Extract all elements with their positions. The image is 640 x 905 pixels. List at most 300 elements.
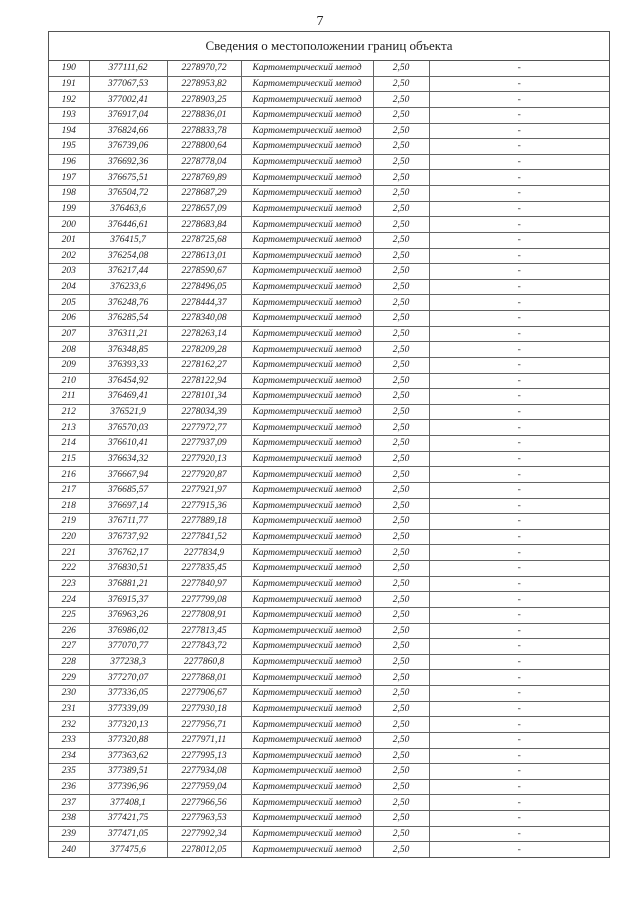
x-coordinate: 376986,02 <box>89 623 167 639</box>
accuracy: 2,50 <box>373 795 429 811</box>
description: - <box>429 279 609 295</box>
description: - <box>429 186 609 202</box>
table-row <box>49 529 609 545</box>
description: - <box>429 639 609 655</box>
accuracy: 2,50 <box>373 607 429 623</box>
x-coordinate: 377389,51 <box>89 764 167 780</box>
accuracy: 2,50 <box>373 639 429 655</box>
y-coordinate: 2277921,97 <box>167 482 241 498</box>
description: - <box>517 844 521 855</box>
accuracy: 2,50 <box>373 826 429 842</box>
point-number: 223 <box>49 576 89 592</box>
y-coordinate: 2278613,01 <box>167 248 241 264</box>
description: - <box>429 76 609 92</box>
y-coordinate: 2277813,45 <box>167 623 241 639</box>
table-row <box>49 779 609 795</box>
x-coordinate: 376393,33 <box>89 357 167 373</box>
method: Картометрический метод <box>241 717 373 733</box>
accuracy: 2,50 <box>373 404 429 420</box>
point-number: 226 <box>49 623 89 639</box>
page-number: 7 <box>316 14 324 29</box>
accuracy: 2,50 <box>373 326 429 342</box>
method: Картометрический метод <box>241 420 373 436</box>
method: Картометрический метод <box>241 404 373 420</box>
point-number: 227 <box>49 639 89 655</box>
point-number: 240 <box>49 842 89 857</box>
description: - <box>429 451 609 467</box>
x-coordinate: 376824,66 <box>89 123 167 139</box>
x-coordinate: 376711,77 <box>89 514 167 530</box>
y-coordinate: 2277843,72 <box>167 639 241 655</box>
table-row <box>49 232 609 248</box>
y-coordinate: 2278657,09 <box>167 201 241 217</box>
method: Картометрический метод <box>241 764 373 780</box>
x-coordinate: 376881,21 <box>89 576 167 592</box>
point-number: 224 <box>49 592 89 608</box>
table-row <box>49 279 609 295</box>
table-row <box>49 561 609 577</box>
point-number: 222 <box>49 561 89 577</box>
description: - <box>429 701 609 717</box>
point-number: 220 <box>49 529 89 545</box>
y-coordinate: 2277971,11 <box>167 732 241 748</box>
description: - <box>429 561 609 577</box>
y-coordinate: 2278444,37 <box>167 295 241 311</box>
accuracy: 2,50 <box>373 842 429 857</box>
accuracy: 2,50 <box>373 232 429 248</box>
x-coordinate: 376917,04 <box>89 107 167 123</box>
y-coordinate: 2277841,52 <box>167 529 241 545</box>
table-row <box>49 107 609 123</box>
x-coordinate: 376915,37 <box>89 592 167 608</box>
description: - <box>429 311 609 327</box>
table-row <box>49 670 609 686</box>
table-body <box>49 61 609 857</box>
description: - <box>429 498 609 514</box>
method: Картометрический метод <box>241 842 373 857</box>
accuracy: 2,50 <box>373 107 429 123</box>
x-coordinate: 377067,53 <box>89 76 167 92</box>
method: Картометрический метод <box>241 623 373 639</box>
accuracy: 2,50 <box>373 576 429 592</box>
method: Картометрический метод <box>241 154 373 170</box>
accuracy: 2,50 <box>373 764 429 780</box>
method: Картометрический метод <box>241 295 373 311</box>
point-number: 210 <box>49 373 89 389</box>
point-number: 197 <box>49 170 89 186</box>
y-coordinate: 2277920,87 <box>167 467 241 483</box>
point-number: 191 <box>49 76 89 92</box>
accuracy: 2,50 <box>373 561 429 577</box>
table-row <box>49 248 609 264</box>
point-number: 235 <box>49 764 89 780</box>
table-row <box>49 420 609 436</box>
point-number: 207 <box>49 326 89 342</box>
table-row <box>49 592 609 608</box>
point-number: 209 <box>49 357 89 373</box>
table-row <box>49 373 609 389</box>
method: Картометрический метод <box>241 545 373 561</box>
point-number: 215 <box>49 451 89 467</box>
x-coordinate: 376463,6 <box>89 201 167 217</box>
description: - <box>429 717 609 733</box>
description: - <box>429 764 609 780</box>
description: - <box>429 264 609 280</box>
table-row <box>49 357 609 373</box>
y-coordinate: 2278769,89 <box>167 170 241 186</box>
y-coordinate: 2278970,72 <box>167 61 241 76</box>
description: - <box>429 248 609 264</box>
y-coordinate: 2277868,01 <box>167 670 241 686</box>
table-row <box>49 311 609 327</box>
point-number: 208 <box>49 342 89 358</box>
accuracy: 2,50 <box>373 811 429 827</box>
x-coordinate: 377070,77 <box>89 639 167 655</box>
method: Картометрический метод <box>241 123 373 139</box>
table-row <box>49 482 609 498</box>
x-coordinate: 376667,94 <box>89 467 167 483</box>
description: - <box>429 61 609 76</box>
point-number: 201 <box>49 232 89 248</box>
description: - <box>429 654 609 670</box>
table-row <box>49 654 609 670</box>
method: Картометрический метод <box>241 436 373 452</box>
description: - <box>429 342 609 358</box>
method: Картометрический метод <box>241 186 373 202</box>
point-number: 234 <box>49 748 89 764</box>
x-coordinate: 377002,41 <box>89 92 167 108</box>
accuracy: 2,50 <box>373 123 429 139</box>
point-number: 196 <box>49 154 89 170</box>
method: Картометрический метод <box>241 342 373 358</box>
y-coordinate: 2278953,82 <box>167 76 241 92</box>
x-coordinate: 377396,96 <box>89 779 167 795</box>
x-coordinate: 377336,05 <box>89 686 167 702</box>
y-coordinate: 2277963,53 <box>167 811 241 827</box>
method: Картометрический метод <box>241 639 373 655</box>
accuracy: 2,50 <box>373 76 429 92</box>
point-number: 233 <box>49 732 89 748</box>
x-coordinate: 376454,92 <box>89 373 167 389</box>
x-coordinate: 377339,09 <box>89 701 167 717</box>
method: Картометрический метод <box>241 279 373 295</box>
point-number: 228 <box>49 654 89 670</box>
accuracy: 2,50 <box>373 295 429 311</box>
table-row <box>49 389 609 405</box>
x-coordinate: 376248,76 <box>89 295 167 311</box>
description: - <box>429 404 609 420</box>
table-row <box>49 842 609 857</box>
table-row <box>49 264 609 280</box>
method: Картометрический метод <box>241 514 373 530</box>
accuracy: 2,50 <box>373 217 429 233</box>
accuracy: 2,50 <box>373 623 429 639</box>
description: - <box>429 779 609 795</box>
table-row <box>49 826 609 842</box>
description: - <box>429 686 609 702</box>
method: Картометрический метод <box>241 170 373 186</box>
x-coordinate: 376446,61 <box>89 217 167 233</box>
accuracy: 2,50 <box>373 482 429 498</box>
table-row <box>49 467 609 483</box>
accuracy: 2,50 <box>373 732 429 748</box>
method: Картометрический метод <box>241 654 373 670</box>
x-coordinate: 376570,03 <box>89 420 167 436</box>
accuracy: 2,50 <box>373 420 429 436</box>
y-coordinate: 2278340,08 <box>167 311 241 327</box>
x-coordinate: 377111,62 <box>89 61 167 76</box>
y-coordinate: 2278687,29 <box>167 186 241 202</box>
accuracy: 2,50 <box>373 592 429 608</box>
method: Картометрический метод <box>241 529 373 545</box>
point-number: 238 <box>49 811 89 827</box>
boundary-points-table <box>49 61 609 857</box>
method: Картометрический метод <box>241 732 373 748</box>
description: - <box>429 436 609 452</box>
table-row <box>49 717 609 733</box>
description: - <box>429 326 609 342</box>
description: - <box>429 107 609 123</box>
accuracy: 2,50 <box>373 342 429 358</box>
description: - <box>429 467 609 483</box>
x-coordinate: 376521,9 <box>89 404 167 420</box>
description: - <box>429 732 609 748</box>
table-row <box>49 545 609 561</box>
accuracy: 2,50 <box>373 170 429 186</box>
accuracy: 2,50 <box>373 357 429 373</box>
point-number: 216 <box>49 467 89 483</box>
accuracy: 2,50 <box>373 248 429 264</box>
x-coordinate: 376610,41 <box>89 436 167 452</box>
point-number: 225 <box>49 607 89 623</box>
x-coordinate: 377475,6 <box>89 842 167 857</box>
point-number: 199 <box>49 201 89 217</box>
method: Картометрический метод <box>241 670 373 686</box>
description: - <box>429 592 609 608</box>
accuracy: 2,50 <box>373 654 429 670</box>
method: Картометрический метод <box>241 467 373 483</box>
method: Картометрический метод <box>241 201 373 217</box>
method: Картометрический метод <box>241 576 373 592</box>
x-coordinate: 376830,51 <box>89 561 167 577</box>
table-row <box>49 326 609 342</box>
description: - <box>429 139 609 155</box>
method: Картометрический метод <box>241 701 373 717</box>
x-coordinate: 376348,85 <box>89 342 167 358</box>
description: - <box>429 170 609 186</box>
table-row <box>49 748 609 764</box>
x-coordinate: 376963,26 <box>89 607 167 623</box>
x-coordinate: 377471,05 <box>89 826 167 842</box>
table-row <box>49 607 609 623</box>
table-row <box>49 451 609 467</box>
table-row <box>49 764 609 780</box>
description: - <box>429 420 609 436</box>
y-coordinate: 2278683,84 <box>167 217 241 233</box>
method: Картометрический метод <box>241 139 373 155</box>
y-coordinate: 2277995,13 <box>167 748 241 764</box>
description: - <box>429 623 609 639</box>
method: Картометрический метод <box>241 686 373 702</box>
description: - <box>429 154 609 170</box>
method: Картометрический метод <box>241 592 373 608</box>
y-coordinate: 2278836,01 <box>167 107 241 123</box>
table-row <box>49 295 609 311</box>
description: - <box>429 482 609 498</box>
y-coordinate: 2278496,05 <box>167 279 241 295</box>
method: Картометрический метод <box>241 61 373 76</box>
accuracy: 2,50 <box>373 498 429 514</box>
y-coordinate: 2278903,25 <box>167 92 241 108</box>
accuracy: 2,50 <box>373 92 429 108</box>
point-number: 204 <box>49 279 89 295</box>
method: Картометрический метод <box>241 498 373 514</box>
accuracy: 2,50 <box>373 311 429 327</box>
boundary-sheet <box>48 31 610 858</box>
x-coordinate: 376254,08 <box>89 248 167 264</box>
description: - <box>429 529 609 545</box>
table-row <box>49 686 609 702</box>
description: - <box>429 373 609 389</box>
accuracy: 2,50 <box>373 264 429 280</box>
accuracy: 2,50 <box>373 186 429 202</box>
x-coordinate: 376504,72 <box>89 186 167 202</box>
point-number: 194 <box>49 123 89 139</box>
y-coordinate: 2278833,78 <box>167 123 241 139</box>
x-coordinate: 376739,06 <box>89 139 167 155</box>
description: - <box>429 826 609 842</box>
method: Картометрический метод <box>241 826 373 842</box>
description: - <box>429 607 609 623</box>
method: Картометрический метод <box>241 76 373 92</box>
y-coordinate: 2277808,91 <box>167 607 241 623</box>
x-coordinate: 376697,14 <box>89 498 167 514</box>
method: Картометрический метод <box>241 373 373 389</box>
table-row <box>49 795 609 811</box>
y-coordinate: 2277966,56 <box>167 795 241 811</box>
x-coordinate: 377238,3 <box>89 654 167 670</box>
point-number: 211 <box>49 389 89 405</box>
description: - <box>429 217 609 233</box>
y-coordinate: 2278778,04 <box>167 154 241 170</box>
accuracy: 2,50 <box>373 154 429 170</box>
point-number: 190 <box>49 61 89 76</box>
accuracy: 2,50 <box>373 514 429 530</box>
accuracy: 2,50 <box>373 451 429 467</box>
accuracy: 2,50 <box>373 436 429 452</box>
y-coordinate: 2277835,45 <box>167 561 241 577</box>
method: Картометрический метод <box>241 92 373 108</box>
table-row <box>49 139 609 155</box>
point-number: 198 <box>49 186 89 202</box>
accuracy: 2,50 <box>373 717 429 733</box>
accuracy: 2,50 <box>373 373 429 389</box>
point-number: 232 <box>49 717 89 733</box>
description: - <box>429 92 609 108</box>
accuracy: 2,50 <box>373 139 429 155</box>
accuracy: 2,50 <box>373 779 429 795</box>
point-number: 236 <box>49 779 89 795</box>
x-coordinate: 376415,7 <box>89 232 167 248</box>
point-number: 221 <box>49 545 89 561</box>
table-row <box>49 623 609 639</box>
method: Картометрический метод <box>241 357 373 373</box>
point-number: 192 <box>49 92 89 108</box>
method: Картометрический метод <box>241 389 373 405</box>
point-number: 205 <box>49 295 89 311</box>
point-number: 231 <box>49 701 89 717</box>
table-row <box>49 701 609 717</box>
x-coordinate: 376737,92 <box>89 529 167 545</box>
x-coordinate: 377408,1 <box>89 795 167 811</box>
y-coordinate: 2277920,13 <box>167 451 241 467</box>
sheet-title: Сведения о местоположении границ объекта <box>49 32 609 61</box>
accuracy: 2,50 <box>373 701 429 717</box>
y-coordinate: 2277906,67 <box>167 686 241 702</box>
description: - <box>429 514 609 530</box>
point-number: 202 <box>49 248 89 264</box>
description: - <box>429 795 609 811</box>
accuracy: 2,50 <box>373 686 429 702</box>
y-coordinate: 2277956,71 <box>167 717 241 733</box>
method: Картометрический метод <box>241 217 373 233</box>
point-number: 217 <box>49 482 89 498</box>
table-row <box>49 404 609 420</box>
y-coordinate: 2277889,18 <box>167 514 241 530</box>
method: Картометрический метод <box>241 232 373 248</box>
y-coordinate: 2278101,34 <box>167 389 241 405</box>
description: - <box>429 670 609 686</box>
method: Картометрический метод <box>241 248 373 264</box>
point-number: 206 <box>49 311 89 327</box>
description: - <box>429 232 609 248</box>
x-coordinate: 376233,6 <box>89 279 167 295</box>
point-number: 195 <box>49 139 89 155</box>
method: Картометрический метод <box>241 795 373 811</box>
method: Картометрический метод <box>241 107 373 123</box>
table-row <box>49 154 609 170</box>
description: - <box>429 295 609 311</box>
point-number: 237 <box>49 795 89 811</box>
table-row <box>49 436 609 452</box>
x-coordinate: 377421,75 <box>89 811 167 827</box>
point-number: 203 <box>49 264 89 280</box>
accuracy: 2,50 <box>373 279 429 295</box>
point-number: 218 <box>49 498 89 514</box>
x-coordinate: 377270,07 <box>89 670 167 686</box>
method: Картометрический метод <box>241 451 373 467</box>
x-coordinate: 376762,17 <box>89 545 167 561</box>
point-number: 213 <box>49 420 89 436</box>
table-row <box>49 61 609 76</box>
x-coordinate: 376692,36 <box>89 154 167 170</box>
y-coordinate: 2277959,04 <box>167 779 241 795</box>
method: Картометрический метод <box>241 311 373 327</box>
accuracy: 2,50 <box>373 545 429 561</box>
table-row <box>49 639 609 655</box>
point-number: 239 <box>49 826 89 842</box>
accuracy: 2,50 <box>373 201 429 217</box>
accuracy: 2,50 <box>373 748 429 764</box>
description: - <box>429 201 609 217</box>
description: - <box>429 123 609 139</box>
y-coordinate: 2278209,28 <box>167 342 241 358</box>
y-coordinate: 2277934,08 <box>167 764 241 780</box>
y-coordinate: 2277860,8 <box>167 654 241 670</box>
x-coordinate: 377363,62 <box>89 748 167 764</box>
description: - <box>429 576 609 592</box>
x-coordinate: 377320,88 <box>89 732 167 748</box>
